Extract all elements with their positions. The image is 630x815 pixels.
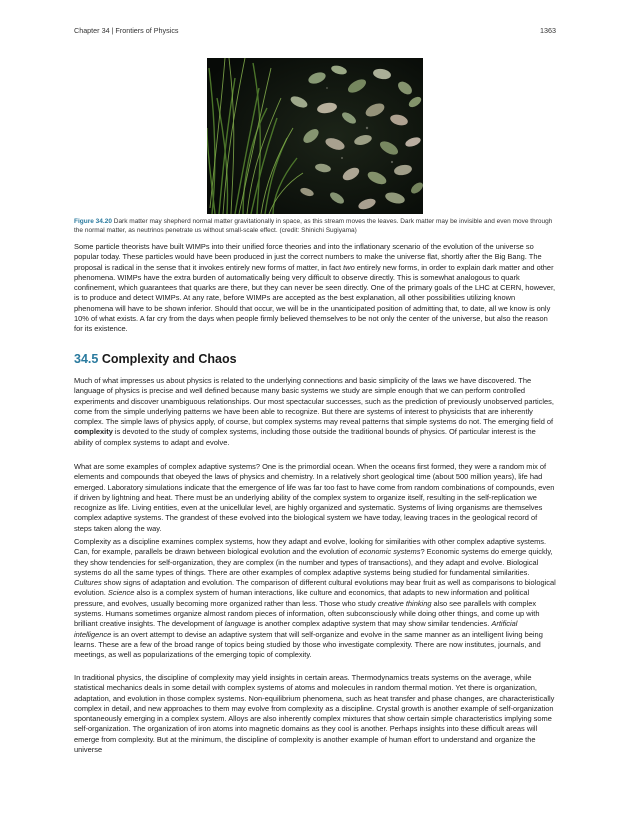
paragraph-text: is devoted to the study of complex systems, including those outside the traditional bounds of physics. Of particular interest is the ability of complex systems to adapt and evolve. (74, 427, 536, 447)
paragraph-text: In traditional physics, the discipline of complexity may yield insights in certain areas. Thermodynamics treats systems on the average, while statistical mechanics deals in some detail with complex systems of atoms and molecules in random thermal motion. Yet there is organization, adaptation, and evolution in those complex systems. Non-equilibrium phenomena, such as heat transfer and phase changes, are characteristically complex in detail, and new approaches to them may evolve from complexity as a discipline. Crystal growth is another example of self-organization spontaneously emerging in a complex system. Alloys are also inherently complex mixtures that show certain simple characteristics implying some self-organization. The organization of iron atoms into magnetic domains as they cool is another. Perhaps insights into these difficult areas will emerge from complexity. But at the minimum, the discipline of complexity is another example of human effort to understand and organize the universe (74, 673, 555, 755)
emphasis-economic-systems: economic systems (359, 547, 421, 557)
section-number: 34.5 (74, 352, 99, 366)
paragraph-text: is another complex adaptive system that may show similar tendencies. (255, 619, 492, 629)
figure-caption (74, 217, 556, 235)
emphasis-language: language (224, 619, 256, 629)
emphasis-science: Science (107, 588, 135, 598)
paragraph-text: Complexity as a discipline examines complex systems, how they adapt and evolve, looking for similarities with other complex adaptive systems. Can, for example, parallels be drawn between biological evolution and the evolution of (74, 537, 547, 557)
emphasis-artificial-intelligence: Artificial intelligence (74, 619, 518, 639)
paragraph-text: What are some examples of complex adaptive systems? One is the primordial ocean. When the oceans first formed, they were a random mix of elements and compounds that obeyed the laws of physics and chemistry. In a relatively short geological time (about 500 million years), life had emerged. Laboratory simulations indicate that the emergence of life was far too fast to have come from random combinations of compounds, even if driven by lightning and heat. There must be an underlying ability of the complex system to organize itself, resulting in the self-replication we recognize as life. Living entities, even at the unicellular level, are highly organized and systematic. Systems of living organisms are themselves complex adaptive systems. The grandest of these evolved into the biological system we have today, leaving traces in the geological record of steps taken along the way. (74, 462, 555, 533)
paragraph-text: ? Economic systems do emerge quickly, they show tendencies for self-organization, they are complex (in the number and types of transactions), and they adapt and evolve. Biological systems do all the same types of things. There are other examples of complex adaptive systems being studied for fundamental similarities. (74, 547, 553, 577)
emphasis-creative-thinking: creative thinking (377, 598, 432, 608)
paragraph-text: also is a complex system of human interactions, like culture and economics, that adapts to new information and political pressure, and evolves, usually becoming more organized rather than less. Those who study (74, 588, 530, 608)
emphasis-two: two (343, 262, 355, 272)
section-title-text: Complexity and Chaos (98, 352, 237, 366)
term-complexity: complexity (74, 427, 113, 437)
page-header (74, 26, 556, 38)
paragraph-adaptive-systems (74, 462, 556, 534)
paragraph-complexity-intro (74, 376, 556, 448)
figure-caption-text: Dark matter may shepherd normal matter gravitationally in space, as this stream moves the leaves. Dark matter may be invisible and even move through the normal matter, as neutrinos penetrate us without small-scale effect. (credit: Shinichi Sugiyama) (74, 218, 553, 234)
paragraph-text: also see parallels with complex systems. Humans sometimes organize almost random pieces of information, often subconsciously while doing other things, and come up with brilliant creative insights. The development of (74, 598, 540, 629)
page-number: 1363 (540, 26, 556, 35)
emphasis-cultures: Cultures (74, 578, 102, 588)
paragraph-text: is an overt attempt to devise an adaptive system that will self-organize and evolve in the same manner as an intelligent living being learns. These are a few of the broad range of topics being studied by those who investigate complexity. There are now institutes, journals, and meetings, as well as popularizations of the emerging topic of complexity. (74, 629, 543, 660)
figure-label: Figure 34.20 (74, 218, 112, 225)
paragraph-text: Much of what impresses us about physics is related to the underlying connections and basic simplicity of the laws we have discovered. The language of physics is precise and well defined because many basic systems we study are simple enough that we can perform controlled experiments and discover unambiguous relationships. Our most spectacular successes, such as the prediction of previously unobserved particles, come from the simple underlying patterns we have been able to recognize. But there are systems of interest to physicists that are inherently complex. The simple laws of physics apply, of course, but complex systems may reveal patterns that simple systems do not. The emerging field of (74, 376, 554, 427)
section-heading (74, 352, 237, 366)
paragraph-text: show signs of adaptation and evolution. The comparison of different cultural evolutions may bear fruit as well as comparisons to biological evolution. (74, 578, 556, 598)
paragraph-traditional-physics (74, 673, 556, 755)
paragraph-text: Some particle theorists have built WIMPs into their unified force theories and into the inflationary scenario of the evolution of the universe so popular today. These particles would have been produced in just the correct numbers to make the universe flat, shortly after the Big Bang. The proposal is radical in the sense that it invokes entirely new forms of matter, in fact (74, 242, 542, 272)
chapter-title: Chapter 34 | Frontiers of Physics (74, 26, 179, 35)
figure-photo-stream-leaves (207, 58, 423, 214)
paragraph-text: entirely new forms, in order to explain dark matter and other phenomena. WIMPs have the extra burden of automatically being very difficult to observe directly. This is somewhat analogous to quark confinement, which guarantees that quarks are there, but they can never be seen directly. One of the primary goals of the LHC at CERN, however, is to produce and detect WIMPs. At any rate, before WIMPs are accepted as the best explanation, all other possibilities utilizing known phenomena will have to be shown inferior. Should that occur, we will be in the unanticipated position of admitting that, to date, all we know is only 10% of what exists. A far cry from the days when people firmly believed themselves to be not only the center of the universe, but also the reason for its existence. (74, 262, 556, 334)
paragraph-wimps (74, 242, 556, 335)
paragraph-discipline (74, 537, 556, 661)
